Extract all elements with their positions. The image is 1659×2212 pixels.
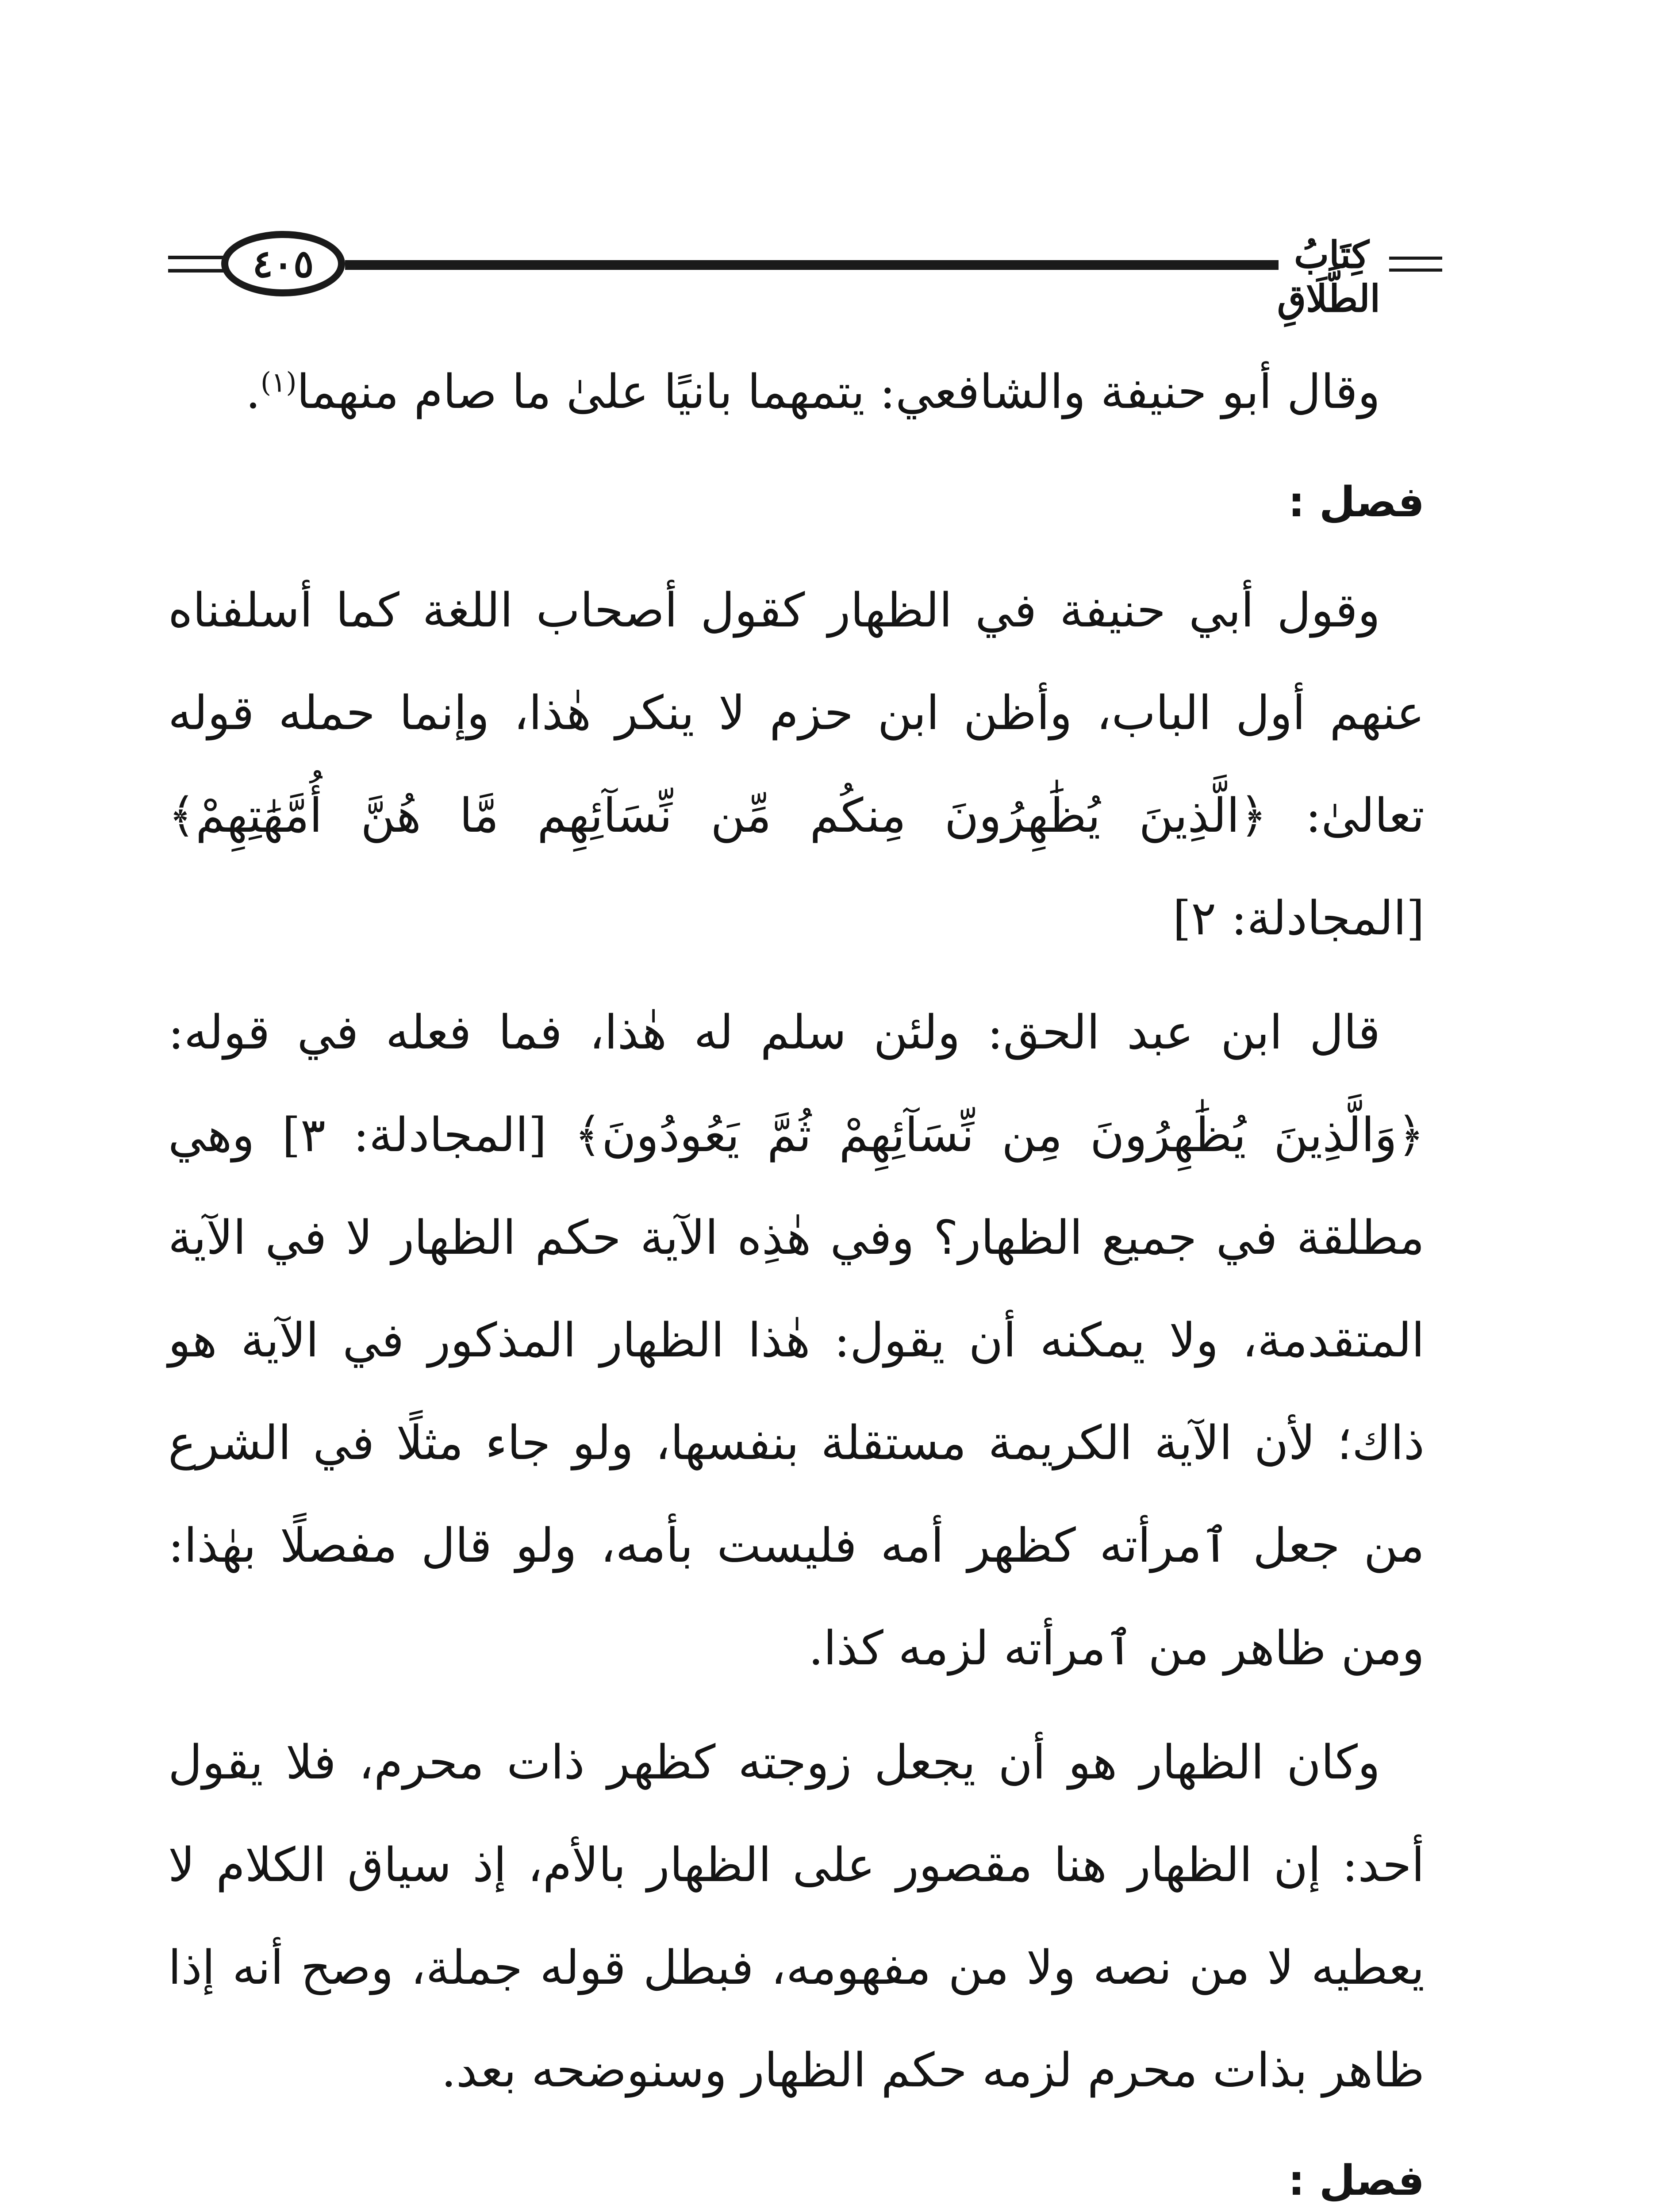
book-title: كِتَابُ الطَّلَاقِ xyxy=(1277,233,1380,320)
paragraph: قال ابن عبد الحق: ولئن سلم له هٰذا، فما فعله في قوله: ﴿وَالَّذِينَ يُظَٰهِرُونَ مِن نِّسَآئِهِمْ ثُمَّ يَعُودُونَ﴾ [المجادلة: ٣] وهي مطلقة في جميع الظهار؟ وفي هٰذِه الآية حكم الظهار لا في الآية المتقدمة، ولا يمكنه أن يقول: هٰذا الظهار المذكور في الآية هو ذاك؛ لأن الآية الكريمة مستقلة بنفسها، ولو جاء مثلًا في الشرع من جعل ٱمرأته كظهر أمه فليست بأمه، ولو قال مفصلًا بهٰذا: ومن ظاهر من ٱمرأته لزمه كذا. xyxy=(168,1005,1425,1675)
page-number-badge xyxy=(221,231,345,296)
section-heading: فصل : xyxy=(1288,2157,1425,2205)
running-header xyxy=(168,221,1425,320)
paragraph-text: وقال أبو حنيفة والشافعي: يتمهما بانيًا علىٰ ما صام منهما xyxy=(296,365,1380,419)
page-number: ٤٠٥ xyxy=(252,241,314,286)
section-heading: فصل : xyxy=(1288,478,1425,526)
header-right-rule xyxy=(1389,257,1442,272)
footnote-ref: (١) xyxy=(260,366,297,399)
main-text xyxy=(168,341,1425,2212)
paragraph-tail: . xyxy=(246,365,261,419)
paragraph xyxy=(168,341,1425,443)
paragraph: وكان الظهار هو أن يجعل زوجته كظهر ذات محرم، فلا يقول أحد: إن الظهار هنا مقصور على الظهار بالأم، إذ سياق الكلام لا يعطيه لا من نصه ولا من مفهومه، فبطل قوله جملة، وصح أنه إذا ظاهر بذات محرم لزمه حكم الظهار وسنوضحه بعد. xyxy=(168,1735,1425,2097)
paragraph: وقول أبي حنيفة في الظهار كقول أصحاب اللغة كما أسلفناه عنهم أول الباب، وأظن ابن حزم لا ينكر هٰذا، وإنما حمله قوله تعالىٰ: ﴿الَّذِينَ يُظَٰهِرُونَ مِنكُم مِّن نِّسَآئِهِم مَّا هُنَّ أُمَّهَٰتِهِمْ﴾ [المجادلة: ٢] xyxy=(168,583,1425,945)
header-rule xyxy=(345,260,1279,270)
